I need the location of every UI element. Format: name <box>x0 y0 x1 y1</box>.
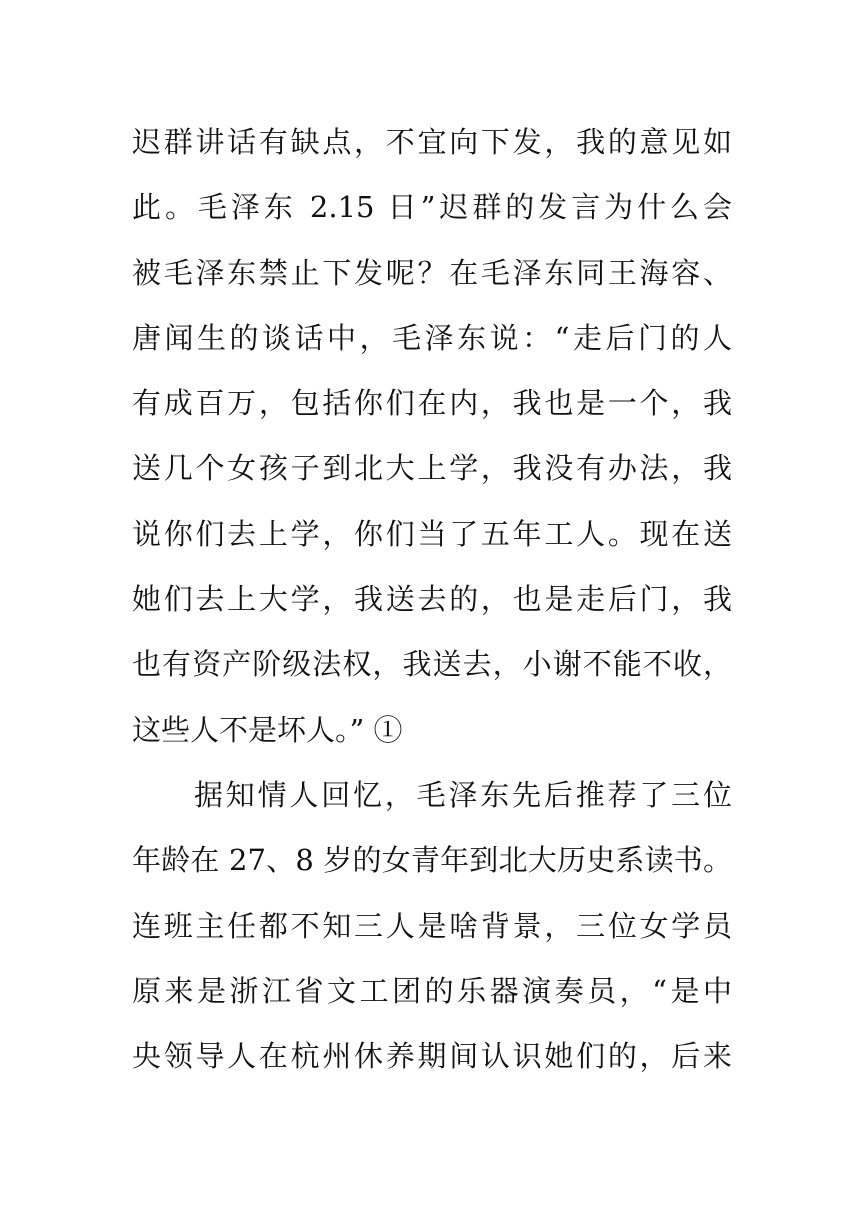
text-line: 被毛泽东禁止下发呢？在毛泽东同王海容、 <box>132 255 732 290</box>
text-line: 说你们去上学，你们当了五年工人。现在送 <box>132 516 732 551</box>
text-line: 原来是浙江省文工团的乐器演奏员，“是中 <box>132 973 732 1008</box>
text-line: 送几个女孩子到北大上学，我没有办法，我 <box>132 451 732 486</box>
text-line: 唐闻生的谈话中，毛泽东说：“走后门的人 <box>132 320 732 355</box>
text-line: 年龄在 27、8 岁的女青年到北大历史系读书。 <box>132 843 732 878</box>
text-line-footnote-ref: 这些人不是坏人。” ① <box>132 712 403 747</box>
text-line: 央领导人在杭州休养期间认识她们的，后来 <box>132 1039 732 1074</box>
text-line: 她们去上大学，我送去的，也是走后门，我 <box>132 582 732 617</box>
body-text <box>132 110 732 1089</box>
text-line: 迟群讲话有缺点，不宜向下发，我的意见如 <box>132 125 732 159</box>
text-line: 连班主任都不知三人是啥背景，三位女学员 <box>132 908 732 943</box>
text-line: 也有资产阶级法权，我送去，小谢不能不收， <box>132 647 732 682</box>
paragraph-start-line: 据知情人回忆，毛泽东先后推荐了三位 <box>194 777 732 812</box>
text-line: 有成百万，包括你们在内，我也是一个，我 <box>132 386 732 421</box>
text-line: 此。毛泽东 2.15 日”迟群的发言为什么会 <box>132 190 732 225</box>
